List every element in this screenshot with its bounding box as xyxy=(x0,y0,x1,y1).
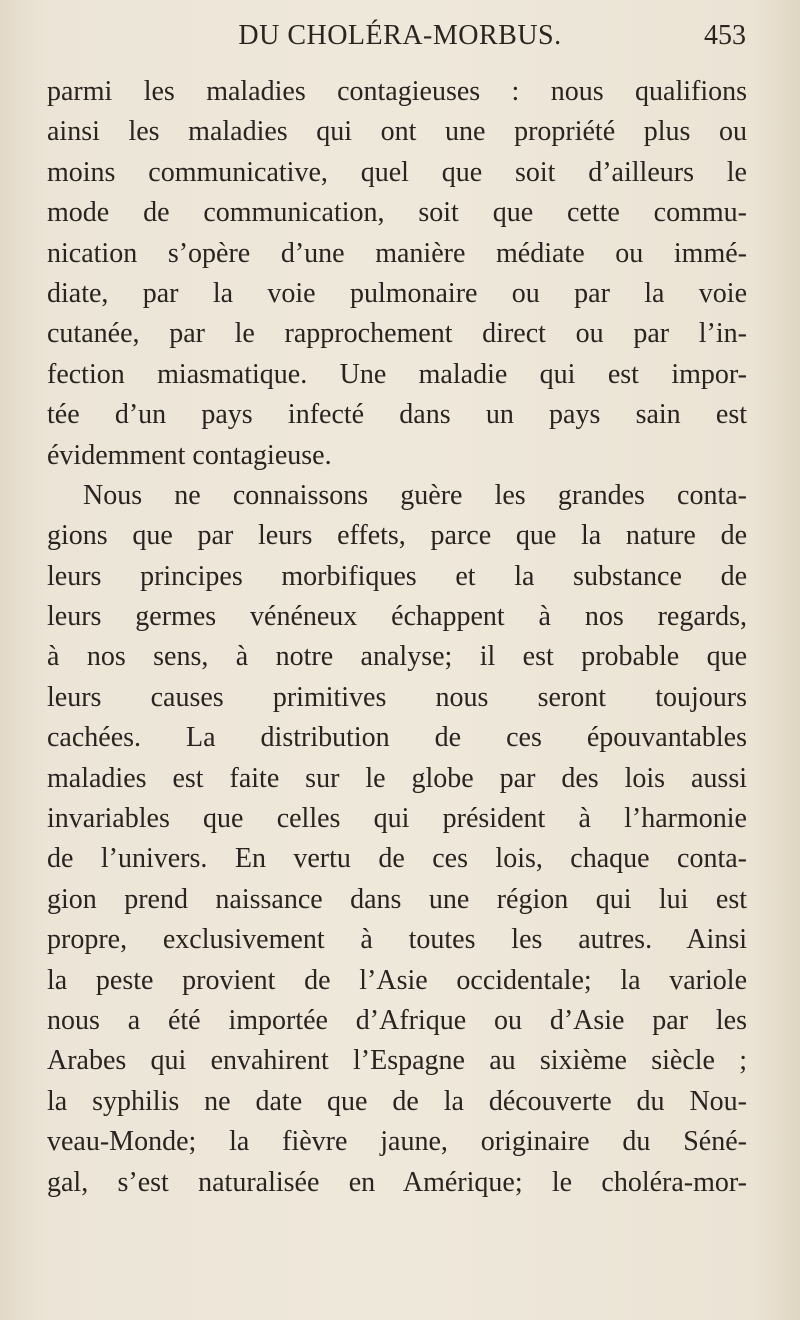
text-line: leurs germes vénéneux échappent à nos regards, xyxy=(47,601,747,633)
text-line: Arabes qui envahirent l’Espagne au sixième siècle ; xyxy=(47,1045,747,1077)
text-line: veau-Monde; la fièvre jaune, originaire du Séné- xyxy=(47,1126,747,1158)
page-number: 453 xyxy=(704,20,746,51)
text-line: nication s’opère d’une manière médiate ou immé- xyxy=(47,237,747,269)
text-line-paragraph-end: évidemment contagieuse. xyxy=(47,439,332,471)
text-line: maladies est faite sur le globe par des lois aussi xyxy=(47,762,747,794)
text-line: leurs principes morbifiques et la substance de xyxy=(47,560,747,592)
text-line-paragraph-start: Nous ne connaissons guère les grandes conta- xyxy=(83,479,747,511)
text-line: parmi les maladies contagieuses : nous qualifions xyxy=(47,76,747,107)
text-line: gions que par leurs effets, parce que la nature de xyxy=(47,520,747,552)
text-line: invariables que celles qui président à l’harmonie xyxy=(47,803,747,835)
text-line: propre, exclusivement à toutes les autres. Ainsi xyxy=(47,924,747,956)
text-line: nous a été importée d’Afrique ou d’Asie par les xyxy=(47,1004,747,1036)
text-line: la syphilis ne date que de la découverte du Nou- xyxy=(47,1085,747,1117)
running-head xyxy=(50,20,750,60)
text-line: la peste provient de l’Asie occidentale; la variole xyxy=(47,964,747,996)
running-title: DU CHOLÉRA-MORBUS. xyxy=(238,20,562,51)
text-line: tée d’un pays infecté dans un pays sain est xyxy=(47,399,747,431)
text-line: leurs causes primitives nous seront toujours xyxy=(47,681,747,713)
text-line: fection miasmatique. Une maladie qui est impor- xyxy=(47,358,747,390)
text-line: diate, par la voie pulmonaire ou par la voie xyxy=(47,277,747,309)
text-line: cutanée, par le rapprochement direct ou par l’in- xyxy=(47,318,747,350)
text-line: gal, s’est naturalisée en Amérique; le choléra-mor- xyxy=(47,1166,747,1198)
text-line: de l’univers. En vertu de ces lois, chaque conta- xyxy=(47,843,747,875)
text-line: gion prend naissance dans une région qui lui est xyxy=(47,883,747,915)
text-line: à nos sens, à notre analyse; il est probable que xyxy=(47,641,747,673)
text-line: ainsi les maladies qui ont une propriété plus ou xyxy=(47,116,747,148)
body-text xyxy=(47,72,747,1203)
text-line: cachées. La distribution de ces épouvantables xyxy=(47,722,747,754)
text-line: mode de communication, soit que cette commu- xyxy=(47,197,747,229)
text-line: moins communicative, quel que soit d’ailleurs le xyxy=(47,156,747,188)
